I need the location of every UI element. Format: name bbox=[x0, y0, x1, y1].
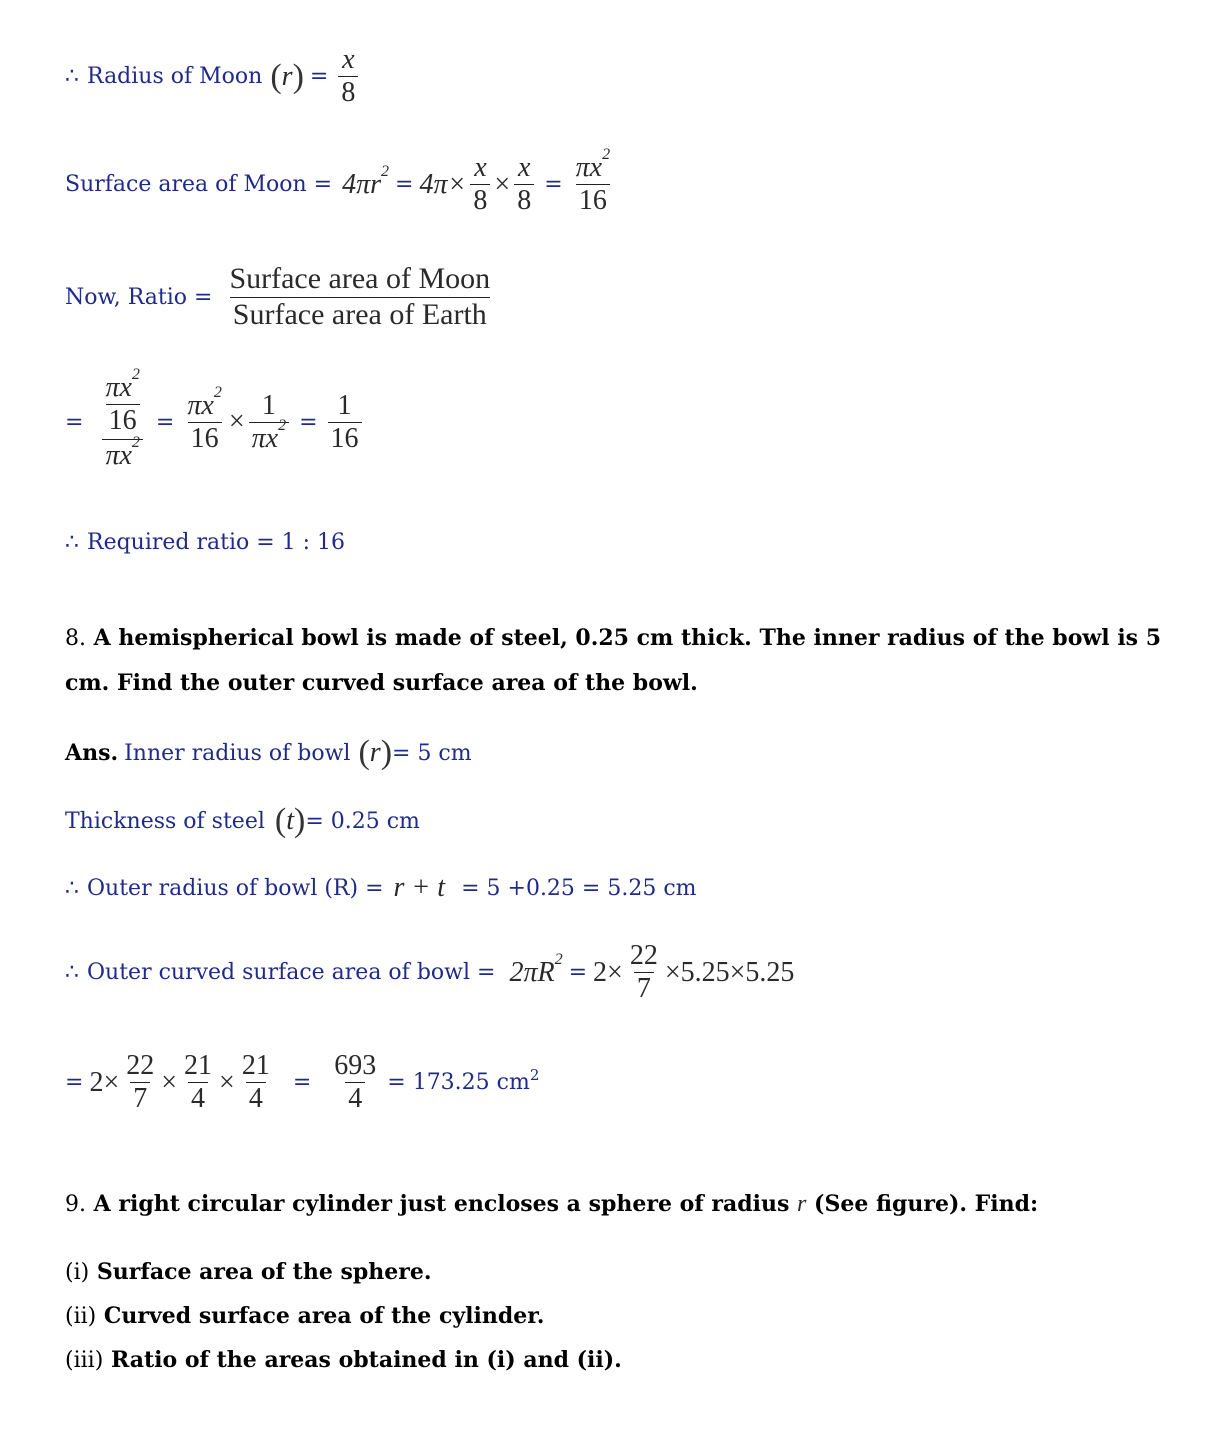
moon-radius-label: Radius of Moon bbox=[87, 64, 263, 90]
ratio-label: Now, Ratio = bbox=[65, 284, 213, 310]
ratio-fraction: $\frac{\text{Surface area of Moon}}{\text{Surface area of Earth}}$ bbox=[229, 262, 491, 331]
fraction-21-over-4: $\frac{21}{4}$ bbox=[241, 1050, 270, 1115]
times-sign: × bbox=[494, 168, 511, 200]
inner-radius-label: Inner radius of bowl bbox=[124, 740, 351, 766]
question-9-part-iii: (iii) Ratio of the areas obtained in (i) and (ii). bbox=[65, 1347, 622, 1373]
var-r: r bbox=[797, 1191, 807, 1217]
fraction-22-over-7: $\frac{22}{7}$ bbox=[126, 1050, 155, 1115]
ratio-line bbox=[65, 262, 497, 332]
thickness-value: = 0.25 cm bbox=[305, 808, 420, 834]
fraction-21-over-4: $\frac{21}{4}$ bbox=[184, 1050, 213, 1115]
fraction-22-over-7: $\frac{22}{7}$ bbox=[629, 940, 658, 1005]
thickness-line: Thickness of steel ( t ) = 0.25 cm bbox=[65, 802, 420, 839]
required-ratio-line bbox=[65, 530, 345, 555]
moon-surface-area-line: Surface area of Moon = $4\pi r^2$ = 4π× $\frac{x}{8}$ × $\frac{x}{8}$ = $\frac{\pi x^2}{16}$ bbox=[65, 152, 617, 217]
outer-area-label: Outer curved surface area of bowl = bbox=[87, 960, 496, 986]
question-text-a: A right circular cylinder just encloses a sphere of radius bbox=[93, 1191, 790, 1217]
times-sign: × bbox=[228, 406, 245, 438]
therefore-symbol: ∴ bbox=[65, 530, 79, 555]
inner-radius-line: Ans. Inner radius of bowl ( r ) = 5 cm bbox=[65, 734, 472, 771]
therefore-symbol: ∴ bbox=[65, 875, 79, 901]
outer-radius-value: = 5 +0.25 = 5.25 cm bbox=[461, 875, 697, 901]
open-paren: ( bbox=[270, 57, 282, 95]
inner-radius-value: = 5 cm bbox=[392, 740, 472, 766]
computation-line: = 2× $\frac{22}{7}$ × $\frac{21}{4}$ × $\frac{21}{4}$ = $\frac{693}{4}$ = 173.25 $cm^2$ bbox=[65, 1050, 540, 1115]
var-r: r bbox=[281, 60, 293, 92]
question-9 bbox=[65, 1182, 1165, 1227]
outer-radius-line bbox=[65, 872, 697, 904]
answer-label: Ans. bbox=[65, 740, 119, 766]
question-text: A hemispherical bowl is made of steel, 0.25 cm thick. The inner radius of the bowl is 5 cm. Find the outer curved surface area of the bowl. bbox=[65, 625, 1162, 696]
outer-area-line: ∴ Outer curved surface area of bowl = $2\pi R^2$ = 2× $\frac{22}{7}$ ×5.25×5.25 bbox=[65, 940, 795, 1005]
question-text-b: (See figure). Find: bbox=[814, 1191, 1039, 1217]
moon-radius-line bbox=[65, 44, 362, 109]
fraction-x-over-8: $\frac{x}{8}$ bbox=[514, 152, 534, 217]
therefore-symbol: ∴ bbox=[65, 64, 79, 90]
expr-4pir2: $4\pi r^2$ bbox=[342, 162, 390, 200]
ratio-simplification-line: = $\frac{\frac{\pi x^2}{16}}{\pi x^2}$ = $\frac{\pi x^2}{16}$ × $\frac{1}{\pi x^2}$ = $\frac{1}{16}$ bbox=[65, 372, 366, 473]
expr-4pix: 4π× bbox=[419, 168, 467, 200]
surface-moon-label: Surface area of Moon = bbox=[65, 172, 333, 198]
thickness-label: Thickness of steel bbox=[65, 808, 265, 834]
equals: = bbox=[309, 64, 329, 90]
close-paren: ) bbox=[292, 57, 304, 95]
question-number: 8. bbox=[65, 626, 86, 651]
fraction-x-over-8: $\frac{x}{8}$ bbox=[470, 152, 490, 217]
question-8 bbox=[65, 616, 1165, 705]
fraction-x-over-8: $\frac{x}{8}$ bbox=[338, 44, 358, 109]
required-ratio-text: Required ratio = 1 : 16 bbox=[87, 530, 346, 555]
question-number: 9. bbox=[65, 1192, 86, 1217]
compound-fraction: $\frac{\frac{\pi x^2}{16}}{\pi x^2}$ bbox=[99, 372, 145, 473]
final-result: = 173.25 $cm^2$ bbox=[387, 1066, 540, 1096]
expr-2piR2: $2\pi R^2$ bbox=[509, 950, 563, 988]
outer-radius-label: Outer radius of bowl (R) = bbox=[87, 875, 384, 901]
therefore-symbol: ∴ bbox=[65, 960, 79, 986]
fraction-pix2-over-16: $\frac{\pi x^2}{16}$ bbox=[187, 383, 222, 454]
fraction-1-over-pix2: $\frac{1}{\pi x^2}$ bbox=[249, 390, 289, 455]
fraction-1-over-16: $\frac{1}{16}$ bbox=[328, 390, 362, 455]
fraction-693-over-4: $\frac{693}{4}$ bbox=[334, 1050, 377, 1115]
question-9-part-ii: (ii) Curved surface area of the cylinder. bbox=[65, 1303, 545, 1329]
fraction-pix2-over-16: $\frac{\pi x^2}{16}$ bbox=[575, 146, 611, 217]
r-plus-t: r + t bbox=[393, 872, 446, 903]
question-9-part-i: (i) Surface area of the sphere. bbox=[65, 1259, 432, 1285]
